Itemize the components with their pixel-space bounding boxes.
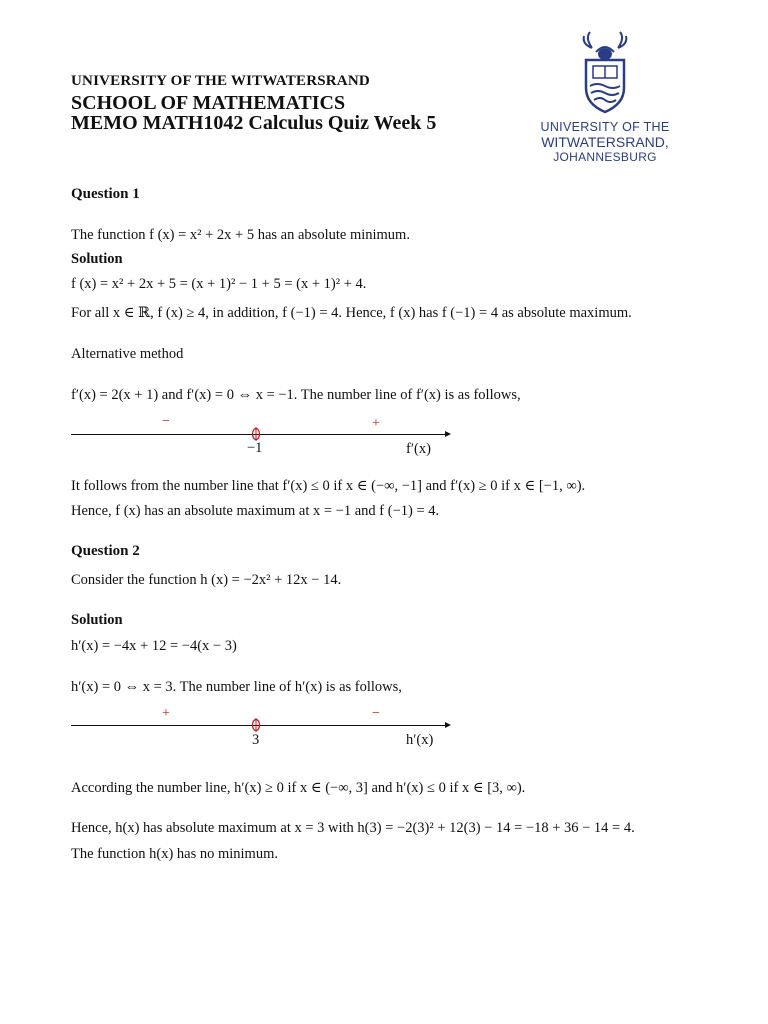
alternative-method-label: Alternative method	[71, 346, 184, 362]
logo-line-1: UNIVERSITY OF THE	[540, 120, 670, 134]
number-line-2-function-label: h′(x)	[406, 732, 434, 748]
question-2-conclusion-1: According the number line, h′(x) ≥ 0 if x ∈ (−∞, 3] and h′(x) ≤ 0 if x ∈ [3, ∞).	[71, 780, 526, 796]
number-line-2-right-sign: −	[372, 706, 380, 721]
question-1-solution-line-1: f (x) = x² + 2x + 5 = (x + 1)² − 1 + 5 = (x + 1)² + 4.	[71, 276, 367, 292]
university-logo	[530, 30, 680, 170]
question-1-statement: The function f (x) = x² + 2x + 5 has an absolute minimum.	[71, 227, 410, 243]
question-2-conclusion-2: Hence, h(x) has absolute maximum at x = 3 with h(3) = −2(3)² + 12(3) − 14 = −18 + 36 − 14 = 4.	[71, 820, 635, 836]
question-2-solution-line-2: h′(x) = 0 ⇔ x = 3. The number line of h′(x) is as follows,	[71, 679, 402, 695]
critical-point-2-marker	[251, 718, 261, 732]
school-heading: SCHOOL OF MATHEMATICS	[71, 92, 346, 114]
number-line-1-left-sign: −	[162, 414, 170, 429]
question-1-conclusion-2: Hence, f (x) has an absolute maximum at x = −1 and f (−1) = 4.	[71, 503, 440, 519]
question-1-title: Question 1	[71, 186, 140, 202]
question-1-conclusion-1: It follows from the number line that f′(x) ≤ 0 if x ∈ (−∞, −1] and f′(x) ≥ 0 if x ∈ [−1, ∞).	[71, 478, 586, 494]
memo-title: MEMO MATH1042 Calculus Quiz Week 5	[71, 112, 437, 134]
crest-icon	[530, 30, 680, 120]
question-2-solution-label: Solution	[71, 612, 123, 628]
number-line-2-arrow-icon	[445, 722, 451, 728]
number-line-1-right-sign: +	[372, 416, 380, 431]
question-2-title: Question 2	[71, 543, 140, 559]
logo-line-2: WITWATERSRAND,	[541, 134, 669, 150]
number-line-1-arrow-icon	[445, 431, 451, 437]
question-1-derivative: f′(x) = 2(x + 1) and f′(x) = 0 ⇔ x = −1. The number line of f′(x) is as follows,	[71, 387, 521, 403]
number-line-1-function-label: f′(x)	[406, 441, 431, 457]
logo-line-3: JOHANNESBURG	[553, 150, 657, 164]
university-heading: UNIVERSITY OF THE WITWATERSRAND	[71, 73, 370, 89]
number-line-2-point-label: 3	[252, 732, 260, 748]
question-2-statement: Consider the function h (x) = −2x² + 12x − 14.	[71, 572, 342, 588]
question-2-conclusion-3: The function h(x) has no minimum.	[71, 846, 278, 862]
critical-point-1-marker	[251, 427, 261, 441]
question-2-solution-line-1: h′(x) = −4x + 12 = −4(x − 3)	[71, 638, 237, 654]
question-1-solution-label: Solution	[71, 251, 123, 267]
number-line-2-left-sign: +	[162, 706, 170, 721]
number-line-1-point-label: −1	[247, 440, 263, 456]
question-1-solution-line-2: For all x ∈ ℝ, f (x) ≥ 4, in addition, f (−1) = 4. Hence, f (x) has f (−1) = 4 as absolute maximum.	[71, 305, 632, 321]
